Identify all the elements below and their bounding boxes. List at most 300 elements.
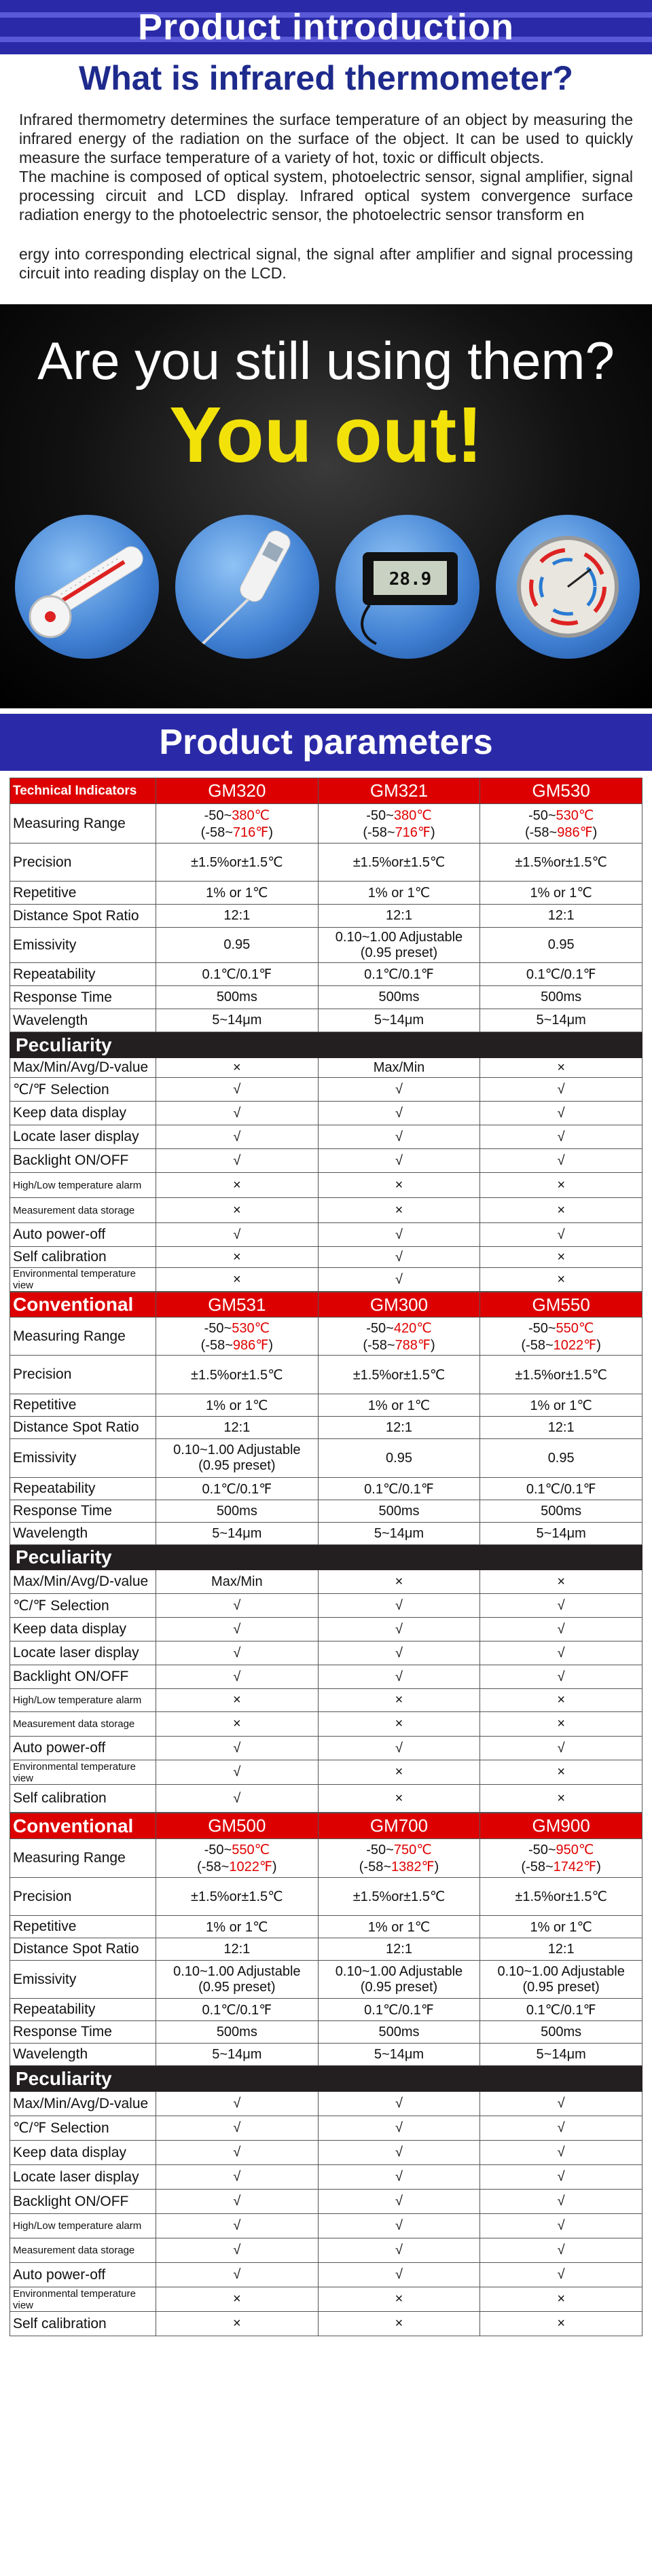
- feature-label: Locate laser display: [10, 1125, 156, 1149]
- row-label: Wavelength: [10, 1523, 156, 1545]
- feature-label: Max/Min/Avg/D-value: [10, 2092, 156, 2116]
- feature-row: [10, 2214, 642, 2238]
- table-cell: 5~14μm: [318, 1009, 480, 1032]
- table-row: [10, 1523, 642, 1545]
- feature-cell: √: [156, 1665, 319, 1689]
- peculiarity-label: Peculiarity: [10, 2066, 642, 2092]
- feature-row: [10, 1760, 642, 1785]
- row-label: Response Time: [10, 2021, 156, 2044]
- table-cell: 5~14μm: [480, 2044, 642, 2066]
- row-label: Distance Spot Ratio: [10, 905, 156, 928]
- feature-cell: √: [318, 1594, 480, 1618]
- table-row: [10, 1839, 642, 1878]
- feature-cell: √: [480, 1618, 642, 1641]
- feature-cell: ×: [318, 2312, 480, 2336]
- table-row: [10, 804, 642, 843]
- feature-row: [10, 1737, 642, 1760]
- table-cell: 500ms: [480, 1500, 642, 1523]
- feature-cell: ×: [156, 2287, 319, 2312]
- table-cell: 0.1℃/0.1℉: [480, 963, 642, 986]
- feature-cell: √: [480, 2092, 642, 2116]
- feature-row: [10, 1268, 642, 1292]
- feature-cell: Max/Min: [318, 1058, 480, 1078]
- table-cell: 500ms: [156, 2021, 319, 2044]
- feature-cell: ×: [480, 1247, 642, 1268]
- intro-paragraph-1: Infrared thermometry determines the surface temperature of an object by measuring the infrared energy of the radiation on the surface of the object. It can be used to quickly measure the surface temperature of a variety of hot, toxic or difficult objects.: [19, 111, 633, 166]
- feature-cell: ×: [480, 2312, 642, 2336]
- feature-cell: ×: [318, 1198, 480, 1223]
- range-cell: -50~380℃ (-58~716℉): [156, 804, 319, 843]
- table-cell: 12:1: [318, 1417, 480, 1439]
- feature-cell: √: [156, 2141, 319, 2165]
- feature-cell: ×: [480, 1760, 642, 1785]
- feature-row: [10, 1058, 642, 1078]
- feature-cell: √: [156, 2092, 319, 2116]
- table-cell: 0.10~1.00 Adjustable (0.95 preset): [318, 1961, 480, 1999]
- feature-label: High/Low temperature alarm: [10, 1173, 156, 1198]
- lcd-reading: 28.9: [388, 569, 432, 589]
- model-name: GM530: [480, 778, 642, 804]
- feature-label: Locate laser display: [10, 1641, 156, 1665]
- peculiarity-row: [10, 1032, 642, 1058]
- feature-cell: √: [480, 2165, 642, 2190]
- table-row: [10, 1356, 642, 1394]
- feature-cell: √: [318, 1247, 480, 1268]
- table-cell: 0.10~1.00 Adjustable (0.95 preset): [480, 1961, 642, 1999]
- row-label: Repetitive: [10, 882, 156, 905]
- feature-cell: √: [480, 1102, 642, 1125]
- wall-thermometer-icon: [15, 515, 159, 659]
- table-cell: ±1.5%or±1.5℃: [318, 843, 480, 882]
- feature-cell: √: [318, 2165, 480, 2190]
- row-label: Measuring Range: [10, 1839, 156, 1878]
- feature-cell: √: [318, 1223, 480, 1247]
- feature-cell: √: [480, 2141, 642, 2165]
- feature-cell: √: [318, 1078, 480, 1102]
- spec-table: [10, 778, 642, 1292]
- feature-row: [10, 2238, 642, 2263]
- hero-banner: [0, 304, 652, 708]
- feature-cell: √: [318, 2214, 480, 2238]
- feature-row: [10, 2287, 642, 2312]
- feature-cell: √: [480, 2238, 642, 2263]
- feature-cell: √: [480, 2116, 642, 2141]
- model-name: GM531: [156, 1292, 319, 1318]
- feature-row: [10, 2263, 642, 2287]
- table-header-label: Technical Indicators: [10, 778, 156, 804]
- row-label: Repeatability: [10, 1999, 156, 2021]
- table-cell: 0.1℃/0.1℉: [156, 963, 319, 986]
- table-cell: 12:1: [480, 1417, 642, 1439]
- feature-row: [10, 1594, 642, 1618]
- thermometer-image-1: [15, 515, 159, 659]
- feature-cell: √: [318, 1149, 480, 1173]
- range-cell: -50~530℃ (-58~986℉): [156, 1318, 319, 1356]
- table-row: [10, 1009, 642, 1032]
- feature-label: Keep data display: [10, 1102, 156, 1125]
- row-label: Precision: [10, 1878, 156, 1916]
- feature-cell: √: [480, 1078, 642, 1102]
- table-cell: 500ms: [318, 2021, 480, 2044]
- table-row: [10, 2021, 642, 2044]
- intro-section: [0, 58, 652, 283]
- model-name: GM700: [318, 1813, 480, 1839]
- table-cell: ±1.5%or±1.5℃: [480, 843, 642, 882]
- table-cell: 12:1: [318, 1938, 480, 1961]
- table-cell: 5~14μm: [480, 1523, 642, 1545]
- feature-row: [10, 1173, 642, 1198]
- feature-cell: ×: [318, 2287, 480, 2312]
- table-cell: 1% or 1℃: [480, 1916, 642, 1938]
- table-header-row: [10, 1813, 642, 1839]
- feature-label: Measurement data storage: [10, 1198, 156, 1223]
- feature-row: [10, 1078, 642, 1102]
- row-label: Precision: [10, 1356, 156, 1394]
- feature-label: Max/Min/Avg/D-value: [10, 1058, 156, 1078]
- row-label: Repetitive: [10, 1916, 156, 1938]
- feature-cell: √: [156, 1785, 319, 1813]
- feature-cell: √: [318, 1125, 480, 1149]
- table-cell: 500ms: [318, 1500, 480, 1523]
- feature-label: Self calibration: [10, 1785, 156, 1813]
- row-label: Repeatability: [10, 963, 156, 986]
- thermometer-image-3: [336, 515, 479, 659]
- feature-row: [10, 2116, 642, 2141]
- table-cell: 500ms: [156, 986, 319, 1009]
- feature-cell: √: [156, 1594, 319, 1618]
- feature-cell: √: [318, 1641, 480, 1665]
- feature-cell: ×: [156, 1268, 319, 1292]
- feature-label: High/Low temperature alarm: [10, 2214, 156, 2238]
- table-cell: 0.95: [480, 1439, 642, 1478]
- table-cell: 500ms: [318, 986, 480, 1009]
- table-cell: ±1.5%or±1.5℃: [156, 843, 319, 882]
- table-row: [10, 1878, 642, 1916]
- row-label: Emissivity: [10, 928, 156, 963]
- table-row: [10, 963, 642, 986]
- feature-label: Environmental temperature view: [10, 1760, 156, 1785]
- table-cell: 0.10~1.00 Adjustable (0.95 preset): [156, 1439, 319, 1478]
- feature-cell: ×: [156, 1173, 319, 1198]
- feature-cell: √: [156, 1760, 319, 1785]
- feature-row: [10, 2312, 642, 2336]
- feature-cell: √: [156, 1078, 319, 1102]
- table-row: [10, 1417, 642, 1439]
- table-cell: 1% or 1℃: [156, 1916, 319, 1938]
- feature-cell: √: [318, 2116, 480, 2141]
- feature-label: Self calibration: [10, 2312, 156, 2336]
- row-label: Precision: [10, 843, 156, 882]
- table-row: [10, 882, 642, 905]
- feature-cell: √: [318, 2238, 480, 2263]
- feature-cell: √: [480, 1149, 642, 1173]
- table-cell: 5~14μm: [480, 1009, 642, 1032]
- feature-cell: √: [156, 2263, 319, 2287]
- table-cell: 1% or 1℃: [318, 1916, 480, 1938]
- digital-thermometer-icon: [336, 515, 479, 659]
- table-cell: 5~14μm: [156, 1009, 319, 1032]
- feature-label: Keep data display: [10, 2141, 156, 2165]
- dial-hygrometer-icon: [496, 515, 640, 659]
- table-row: [10, 1439, 642, 1478]
- model-name: GM300: [318, 1292, 480, 1318]
- table-cell: 1% or 1℃: [480, 882, 642, 905]
- feature-row: [10, 1712, 642, 1737]
- feature-cell: √: [480, 1641, 642, 1665]
- feature-cell: √: [156, 1149, 319, 1173]
- feature-cell: √: [156, 2214, 319, 2238]
- table-cell: 12:1: [156, 905, 319, 928]
- thermometer-image-4: [496, 515, 640, 659]
- table-row: [10, 1938, 642, 1961]
- peculiarity-row: [10, 2066, 642, 2092]
- feature-cell: ×: [480, 1173, 642, 1198]
- feature-row: [10, 1689, 642, 1712]
- peculiarity-label: Peculiarity: [10, 1545, 642, 1570]
- feature-cell: √: [318, 2141, 480, 2165]
- table-cell: 5~14μm: [156, 2044, 319, 2066]
- feature-cell: ×: [480, 1268, 642, 1292]
- model-name: GM550: [480, 1292, 642, 1318]
- intro-paragraph-2: The machine is composed of optical system, photoelectric sensor, signal amplifier, signal processing circuit and LCD display. Infrared optical system convergence surface radiation energy to the photoelectric sensor, the photoelectric sensor transform en: [19, 168, 633, 223]
- table-cell: 5~14μm: [318, 2044, 480, 2066]
- table-row: [10, 1394, 642, 1417]
- feature-cell: √: [156, 1102, 319, 1125]
- range-cell: -50~420℃ (-58~788℉): [318, 1318, 480, 1356]
- intro-paragraph-3: ergy into corresponding electrical signal, the signal after amplifier and signal processing circuit into reading display on the LCD.: [19, 245, 633, 282]
- feature-cell: √: [318, 1665, 480, 1689]
- feature-cell: ×: [480, 1058, 642, 1078]
- table-row: [10, 1478, 642, 1500]
- feature-cell: √: [156, 2116, 319, 2141]
- feature-cell: ×: [480, 1689, 642, 1712]
- hero-answer: You out!: [169, 391, 483, 479]
- hero-question: Are you still using them?: [37, 331, 615, 391]
- table-cell: ±1.5%or±1.5℃: [318, 1878, 480, 1916]
- table-cell: 0.1℃/0.1℉: [480, 1999, 642, 2021]
- table-cell: 0.10~1.00 Adjustable (0.95 preset): [318, 928, 480, 963]
- row-label: Wavelength: [10, 1009, 156, 1032]
- table-cell: ±1.5%or±1.5℃: [156, 1356, 319, 1394]
- feature-label: ℃/℉ Selection: [10, 2116, 156, 2141]
- table-cell: 0.1℃/0.1℉: [318, 1999, 480, 2021]
- feature-label: Auto power-off: [10, 1223, 156, 1247]
- feature-cell: ×: [480, 1198, 642, 1223]
- range-cell: -50~380℃ (-58~716℉): [318, 804, 480, 843]
- range-cell: -50~550℃ (-58~1022℉): [480, 1318, 642, 1356]
- table-cell: 500ms: [156, 1500, 319, 1523]
- row-label: Repetitive: [10, 1394, 156, 1417]
- range-cell: -50~550℃ (-58~1022℉): [156, 1839, 319, 1878]
- intro-heading: What is infrared thermometer?: [79, 59, 573, 97]
- table-cell: 0.95: [156, 928, 319, 963]
- table-header-label: Conventional: [10, 1813, 156, 1839]
- feature-label: Backlight ON/OFF: [10, 1149, 156, 1173]
- row-label: Repeatability: [10, 1478, 156, 1500]
- range-cell: -50~950℃ (-58~1742℉): [480, 1839, 642, 1878]
- feature-cell: ×: [318, 1760, 480, 1785]
- feature-cell: √: [156, 1641, 319, 1665]
- feature-cell: √: [318, 2092, 480, 2116]
- feature-cell: Max/Min: [156, 1570, 319, 1594]
- range-cell: -50~530℃ (-58~986℉): [480, 804, 642, 843]
- feature-label: Backlight ON/OFF: [10, 2190, 156, 2214]
- thermometer-image-2: [175, 515, 319, 659]
- peculiarity-row: [10, 1545, 642, 1570]
- feature-label: Keep data display: [10, 1618, 156, 1641]
- table-cell: 0.10~1.00 Adjustable (0.95 preset): [156, 1961, 319, 1999]
- banner-title: Product introduction: [138, 7, 514, 48]
- feature-row: [10, 2092, 642, 2116]
- table-cell: ±1.5%or±1.5℃: [318, 1356, 480, 1394]
- feature-cell: √: [318, 1737, 480, 1760]
- table-row: [10, 1916, 642, 1938]
- table-row: [10, 843, 642, 882]
- table-cell: 0.1℃/0.1℉: [318, 1478, 480, 1500]
- feature-cell: ×: [156, 1689, 319, 1712]
- feature-cell: √: [318, 2190, 480, 2214]
- feature-row: [10, 1125, 642, 1149]
- params-banner: [0, 714, 652, 771]
- feature-cell: ×: [156, 1247, 319, 1268]
- spec-tables: [0, 778, 652, 2336]
- feature-cell: ×: [156, 2312, 319, 2336]
- feature-cell: √: [156, 2165, 319, 2190]
- table-cell: 1% or 1℃: [318, 882, 480, 905]
- feature-cell: ×: [156, 1198, 319, 1223]
- table-row: [10, 905, 642, 928]
- table-cell: 0.1℃/0.1℉: [156, 1478, 319, 1500]
- feature-cell: √: [156, 1223, 319, 1247]
- feature-row: [10, 1570, 642, 1594]
- feature-row: [10, 1223, 642, 1247]
- feature-cell: √: [156, 1125, 319, 1149]
- feature-row: [10, 2190, 642, 2214]
- table-cell: 0.1℃/0.1℉: [156, 1999, 319, 2021]
- feature-label: ℃/℉ Selection: [10, 1594, 156, 1618]
- feature-row: [10, 1247, 642, 1268]
- feature-cell: √: [480, 1594, 642, 1618]
- feature-row: [10, 1618, 642, 1641]
- feature-cell: √: [318, 1102, 480, 1125]
- feature-row: [10, 1198, 642, 1223]
- feature-row: [10, 1102, 642, 1125]
- feature-row: [10, 1785, 642, 1813]
- table-cell: 500ms: [480, 2021, 642, 2044]
- feature-cell: ×: [480, 1785, 642, 1813]
- feature-cell: √: [156, 2190, 319, 2214]
- feature-cell: √: [318, 2263, 480, 2287]
- feature-row: [10, 1149, 642, 1173]
- table-cell: 500ms: [480, 986, 642, 1009]
- table-cell: 0.1℃/0.1℉: [318, 963, 480, 986]
- feature-label: High/Low temperature alarm: [10, 1689, 156, 1712]
- feature-label: Max/Min/Avg/D-value: [10, 1570, 156, 1594]
- top-banner: [0, 0, 652, 54]
- table-row: [10, 1999, 642, 2021]
- feature-cell: ×: [480, 2287, 642, 2312]
- model-name: GM321: [318, 778, 480, 804]
- table-cell: 12:1: [480, 1938, 642, 1961]
- row-label: Response Time: [10, 1500, 156, 1523]
- feature-cell: √: [480, 1223, 642, 1247]
- table-cell: ±1.5%or±1.5℃: [156, 1878, 319, 1916]
- table-cell: 0.95: [318, 1439, 480, 1478]
- table-cell: 12:1: [480, 905, 642, 928]
- feature-row: [10, 1641, 642, 1665]
- range-cell: -50~750℃ (-58~1382℉): [318, 1839, 480, 1878]
- feature-cell: √: [480, 2190, 642, 2214]
- feature-row: [10, 2165, 642, 2190]
- feature-cell: √: [318, 1618, 480, 1641]
- table-cell: 1% or 1℃: [156, 1394, 319, 1417]
- feature-label: Self calibration: [10, 1247, 156, 1268]
- feature-cell: √: [480, 1125, 642, 1149]
- table-row: [10, 1961, 642, 1999]
- table-row: [10, 928, 642, 963]
- feature-cell: √: [156, 1737, 319, 1760]
- table-cell: 0.1℃/0.1℉: [480, 1478, 642, 1500]
- table-row: [10, 1318, 642, 1356]
- table-cell: 12:1: [156, 1417, 319, 1439]
- table-cell: 1% or 1℃: [480, 1394, 642, 1417]
- feature-cell: ×: [318, 1570, 480, 1594]
- model-name: GM900: [480, 1813, 642, 1839]
- feature-cell: ×: [480, 1712, 642, 1737]
- probe-thermometer-icon: [175, 515, 319, 659]
- table-cell: ±1.5%or±1.5℃: [480, 1356, 642, 1394]
- model-name: GM500: [156, 1813, 319, 1839]
- model-name: GM320: [156, 778, 319, 804]
- row-label: Measuring Range: [10, 804, 156, 843]
- table-cell: 5~14μm: [156, 1523, 319, 1545]
- spec-table: [10, 1292, 642, 1813]
- feature-label: ℃/℉ Selection: [10, 1078, 156, 1102]
- feature-label: Locate laser display: [10, 2165, 156, 2190]
- feature-row: [10, 2141, 642, 2165]
- table-cell: 0.95: [480, 928, 642, 963]
- params-title: Product parameters: [159, 723, 493, 762]
- feature-cell: √: [480, 1737, 642, 1760]
- feature-label: Measurement data storage: [10, 1712, 156, 1737]
- table-header-label: Conventional: [10, 1292, 156, 1318]
- feature-label: Backlight ON/OFF: [10, 1665, 156, 1689]
- spec-table: [10, 1813, 642, 2336]
- table-cell: 1% or 1℃: [318, 1394, 480, 1417]
- table-header-row: [10, 778, 642, 804]
- table-row: [10, 986, 642, 1009]
- row-label: Emissivity: [10, 1961, 156, 1999]
- feature-cell: ×: [480, 1570, 642, 1594]
- feature-cell: √: [156, 1618, 319, 1641]
- feature-label: Auto power-off: [10, 2263, 156, 2287]
- feature-label: Measurement data storage: [10, 2238, 156, 2263]
- table-row: [10, 1500, 642, 1523]
- table-cell: 5~14μm: [318, 1523, 480, 1545]
- table-cell: 1% or 1℃: [156, 882, 319, 905]
- feature-cell: √: [480, 1665, 642, 1689]
- feature-cell: ×: [318, 1689, 480, 1712]
- table-header-row: [10, 1292, 642, 1318]
- row-label: Distance Spot Ratio: [10, 1938, 156, 1961]
- feature-row: [10, 1665, 642, 1689]
- row-label: Response Time: [10, 986, 156, 1009]
- feature-cell: ×: [318, 1712, 480, 1737]
- feature-cell: ×: [156, 1712, 319, 1737]
- feature-cell: ×: [156, 1058, 319, 1078]
- table-cell: 12:1: [156, 1938, 319, 1961]
- table-cell: ±1.5%or±1.5℃: [480, 1878, 642, 1916]
